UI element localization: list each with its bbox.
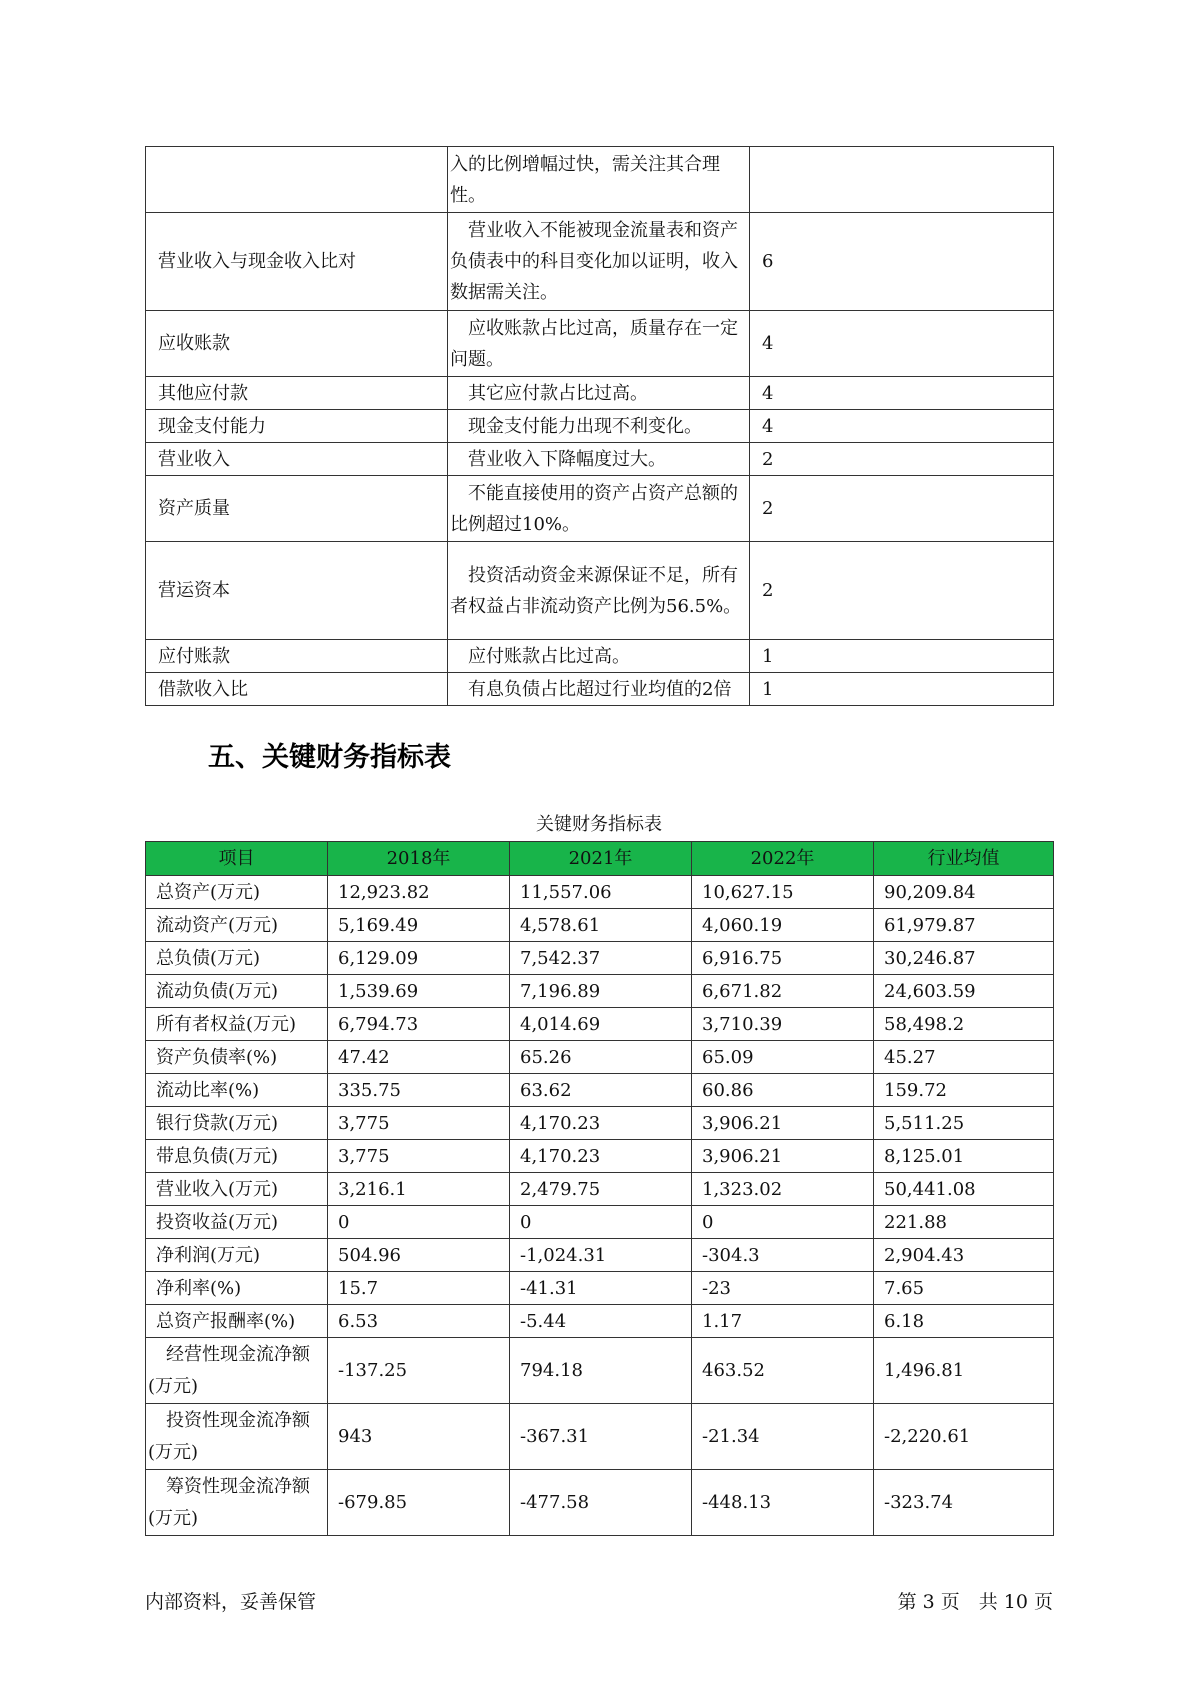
kpi-cell: 0 <box>692 1206 874 1239</box>
kpi-label: 总资产报酬率(%) <box>146 1305 328 1338</box>
kpi-row <box>146 1272 1054 1305</box>
kpi-cell: 45.27 <box>874 1041 1054 1074</box>
kpi-cell: 463.52 <box>692 1338 874 1404</box>
table-caption: 关键财务指标表 <box>536 814 662 835</box>
kpi-cell: 1,496.81 <box>874 1338 1054 1404</box>
risk-item <box>146 147 448 213</box>
risk-desc: 不能直接使用的资产占资产总额的比例超过10%。 <box>448 476 750 542</box>
risk-score: 6 <box>750 213 1054 311</box>
risk-item: 营业收入与现金收入比对 <box>146 213 448 311</box>
kpi-header-row <box>146 842 1054 876</box>
kpi-cell: -1,024.31 <box>510 1239 692 1272</box>
risk-score: 1 <box>750 640 1054 673</box>
kpi-cell: -679.85 <box>328 1470 510 1536</box>
risk-item: 其他应付款 <box>146 377 448 410</box>
kpi-cell: 65.09 <box>692 1041 874 1074</box>
section-heading: 五、关键财务指标表 <box>208 742 451 773</box>
kpi-cell: 1,323.02 <box>692 1173 874 1206</box>
kpi-cell: -5.44 <box>510 1305 692 1338</box>
kpi-cell: 12,923.82 <box>328 876 510 909</box>
kpi-cell: 6,129.09 <box>328 942 510 975</box>
risk-item: 资产质量 <box>146 476 448 542</box>
kpi-cell: 6.53 <box>328 1305 510 1338</box>
kpi-cell: -23 <box>692 1272 874 1305</box>
kpi-label: 投资收益(万元) <box>146 1206 328 1239</box>
kpi-cell: 5,511.25 <box>874 1107 1054 1140</box>
risk-table <box>145 146 1054 706</box>
risk-desc: 现金支付能力出现不利变化。 <box>448 410 750 443</box>
kpi-cell: 65.26 <box>510 1041 692 1074</box>
kpi-cell: 50,441.08 <box>874 1173 1054 1206</box>
kpi-cell: -448.13 <box>692 1470 874 1536</box>
kpi-cell: 10,627.15 <box>692 876 874 909</box>
kpi-cell: -367.31 <box>510 1404 692 1470</box>
kpi-row <box>146 909 1054 942</box>
kpi-row <box>146 975 1054 1008</box>
kpi-cell: 61,979.87 <box>874 909 1054 942</box>
kpi-label: 经营性现金流净额(万元) <box>146 1338 328 1404</box>
kpi-label: 筹资性现金流净额(万元) <box>146 1470 328 1536</box>
kpi-cell: 24,603.59 <box>874 975 1054 1008</box>
kpi-cell: 3,775 <box>328 1140 510 1173</box>
risk-score: 4 <box>750 410 1054 443</box>
kpi-cell: 3,906.21 <box>692 1140 874 1173</box>
kpi-cell: 58,498.2 <box>874 1008 1054 1041</box>
kpi-cell: 221.88 <box>874 1206 1054 1239</box>
kpi-label: 总负债(万元) <box>146 942 328 975</box>
kpi-cell: 943 <box>328 1404 510 1470</box>
kpi-row <box>146 876 1054 909</box>
kpi-cell: 6.18 <box>874 1305 1054 1338</box>
kpi-cell: 7,542.37 <box>510 942 692 975</box>
kpi-label: 银行贷款(万元) <box>146 1107 328 1140</box>
footer-confidential-note: 内部资料，妥善保管 <box>145 1591 317 1613</box>
kpi-cell: 8,125.01 <box>874 1140 1054 1173</box>
risk-desc: 其它应付款占比过高。 <box>448 377 750 410</box>
kpi-row <box>146 1107 1054 1140</box>
kpi-row <box>146 1008 1054 1041</box>
kpi-cell: 2,904.43 <box>874 1239 1054 1272</box>
kpi-cell: 159.72 <box>874 1074 1054 1107</box>
kpi-cell: 3,775 <box>328 1107 510 1140</box>
risk-score: 2 <box>750 542 1054 640</box>
kpi-cell: 335.75 <box>328 1074 510 1107</box>
kpi-row <box>146 1206 1054 1239</box>
kpi-cell: 1.17 <box>692 1305 874 1338</box>
risk-desc: 应付账款占比过高。 <box>448 640 750 673</box>
risk-desc: 营业收入不能被现金流量表和资产负债表中的科目变化加以证明，收入数据需关注。 <box>448 213 750 311</box>
kpi-cell: -41.31 <box>510 1272 692 1305</box>
risk-item: 借款收入比 <box>146 673 448 706</box>
kpi-cell: -323.74 <box>874 1470 1054 1536</box>
kpi-row <box>146 1041 1054 1074</box>
kpi-row <box>146 1140 1054 1173</box>
kpi-row <box>146 1074 1054 1107</box>
kpi-row <box>146 1404 1054 1470</box>
kpi-cell: 5,169.49 <box>328 909 510 942</box>
kpi-label: 资产负债率(%) <box>146 1041 328 1074</box>
kpi-label: 流动资产(万元) <box>146 909 328 942</box>
kpi-cell: -21.34 <box>692 1404 874 1470</box>
risk-item: 应付账款 <box>146 640 448 673</box>
kpi-cell: 15.7 <box>328 1272 510 1305</box>
kpi-table <box>145 841 1054 1536</box>
risk-desc: 应收账款占比过高，质量存在一定问题。 <box>448 311 750 377</box>
risk-row <box>146 311 1054 377</box>
kpi-cell: 60.86 <box>692 1074 874 1107</box>
kpi-cell: 47.42 <box>328 1041 510 1074</box>
footer-page-number: 第 3 页 共 10 页 <box>897 1591 1053 1613</box>
kpi-row <box>146 1470 1054 1536</box>
risk-row <box>146 410 1054 443</box>
kpi-cell: 4,578.61 <box>510 909 692 942</box>
kpi-cell: -304.3 <box>692 1239 874 1272</box>
kpi-cell: 4,170.23 <box>510 1140 692 1173</box>
kpi-cell: 0 <box>328 1206 510 1239</box>
kpi-cell: 7.65 <box>874 1272 1054 1305</box>
kpi-cell: 6,916.75 <box>692 942 874 975</box>
risk-desc: 有息负债占比超过行业均值的2倍 <box>448 673 750 706</box>
kpi-label: 投资性现金流净额(万元) <box>146 1404 328 1470</box>
kpi-cell: 4,014.69 <box>510 1008 692 1041</box>
risk-row <box>146 640 1054 673</box>
risk-score: 4 <box>750 377 1054 410</box>
risk-score: 2 <box>750 443 1054 476</box>
kpi-header-cell: 2018年 <box>328 842 510 876</box>
risk-score <box>750 147 1054 213</box>
risk-item: 现金支付能力 <box>146 410 448 443</box>
kpi-cell: 7,196.89 <box>510 975 692 1008</box>
kpi-label: 所有者权益(万元) <box>146 1008 328 1041</box>
kpi-cell: 4,170.23 <box>510 1107 692 1140</box>
kpi-cell: 4,060.19 <box>692 909 874 942</box>
kpi-header-cell: 行业均值 <box>874 842 1054 876</box>
risk-row <box>146 542 1054 640</box>
kpi-cell: -137.25 <box>328 1338 510 1404</box>
risk-row <box>146 673 1054 706</box>
kpi-row <box>146 942 1054 975</box>
kpi-header-cell: 2022年 <box>692 842 874 876</box>
risk-item: 营运资本 <box>146 542 448 640</box>
risk-desc: 投资活动资金来源保证不足，所有者权益占非流动资产比例为56.5%。 <box>448 542 750 640</box>
risk-row <box>146 213 1054 311</box>
risk-score: 2 <box>750 476 1054 542</box>
kpi-label: 净利润(万元) <box>146 1239 328 1272</box>
kpi-cell: 1,539.69 <box>328 975 510 1008</box>
risk-row <box>146 476 1054 542</box>
risk-item: 应收账款 <box>146 311 448 377</box>
kpi-cell: 63.62 <box>510 1074 692 1107</box>
kpi-cell: 504.96 <box>328 1239 510 1272</box>
kpi-row <box>146 1239 1054 1272</box>
kpi-cell: 6,671.82 <box>692 975 874 1008</box>
kpi-label: 流动负债(万元) <box>146 975 328 1008</box>
kpi-label: 带息负债(万元) <box>146 1140 328 1173</box>
kpi-cell: -2,220.61 <box>874 1404 1054 1470</box>
kpi-label: 流动比率(%) <box>146 1074 328 1107</box>
risk-item: 营业收入 <box>146 443 448 476</box>
risk-score: 4 <box>750 311 1054 377</box>
kpi-cell: 11,557.06 <box>510 876 692 909</box>
kpi-cell: -477.58 <box>510 1470 692 1536</box>
kpi-cell: 0 <box>510 1206 692 1239</box>
risk-desc: 营业收入下降幅度过大。 <box>448 443 750 476</box>
kpi-cell: 794.18 <box>510 1338 692 1404</box>
kpi-header-cell: 项目 <box>146 842 328 876</box>
risk-row <box>146 443 1054 476</box>
kpi-cell: 3,710.39 <box>692 1008 874 1041</box>
kpi-cell: 2,479.75 <box>510 1173 692 1206</box>
kpi-cell: 30,246.87 <box>874 942 1054 975</box>
risk-row <box>146 377 1054 410</box>
kpi-label: 营业收入(万元) <box>146 1173 328 1206</box>
kpi-cell: 6,794.73 <box>328 1008 510 1041</box>
kpi-cell: 3,906.21 <box>692 1107 874 1140</box>
risk-row <box>146 147 1054 213</box>
kpi-cell: 90,209.84 <box>874 876 1054 909</box>
kpi-row <box>146 1173 1054 1206</box>
kpi-header-cell: 2021年 <box>510 842 692 876</box>
risk-score: 1 <box>750 673 1054 706</box>
kpi-cell: 3,216.1 <box>328 1173 510 1206</box>
kpi-label: 净利率(%) <box>146 1272 328 1305</box>
risk-desc: 入的比例增幅过快，需关注其合理性。 <box>448 147 750 213</box>
kpi-row <box>146 1338 1054 1404</box>
kpi-row <box>146 1305 1054 1338</box>
kpi-label: 总资产(万元) <box>146 876 328 909</box>
